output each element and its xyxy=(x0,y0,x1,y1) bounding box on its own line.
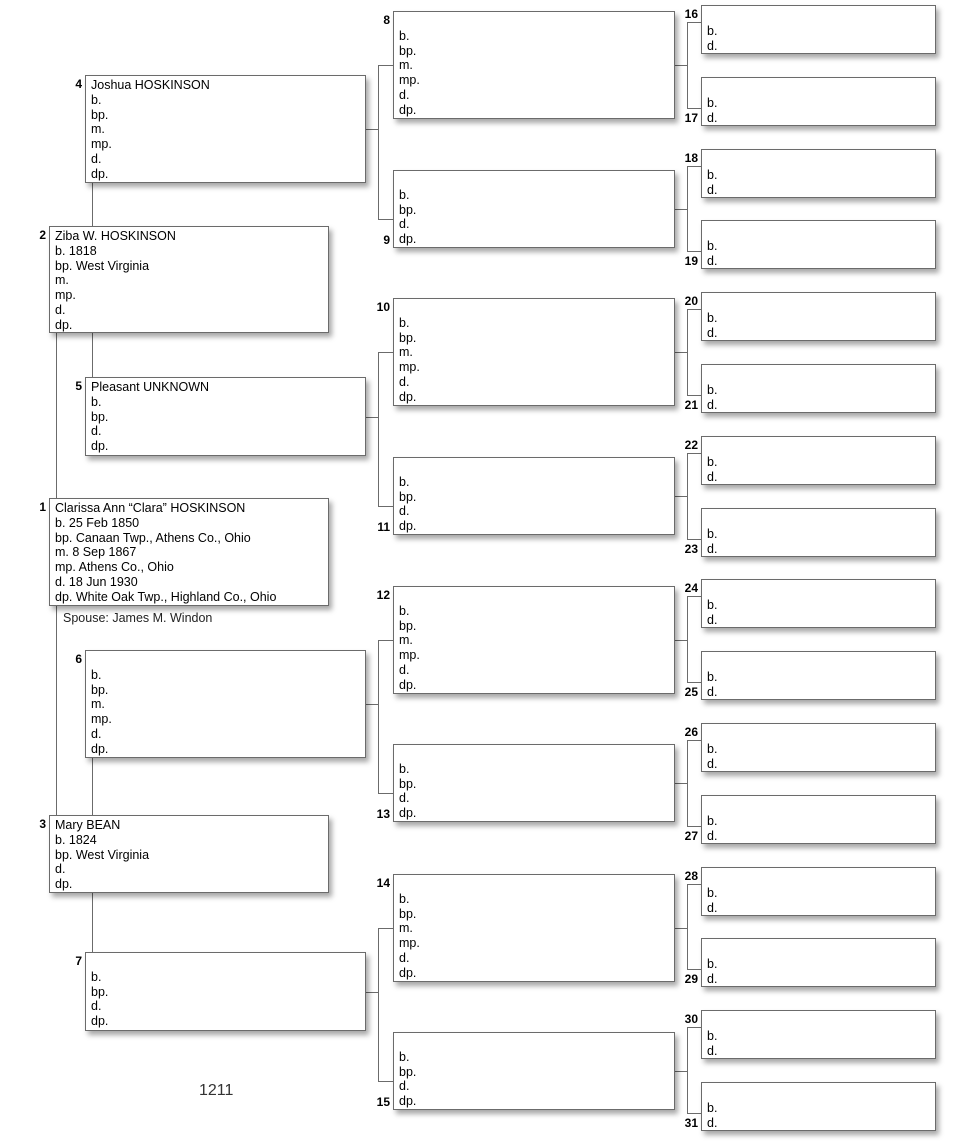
person-fact: bp. xyxy=(399,618,417,633)
person-name: Ziba W. HOSKINSON xyxy=(55,229,176,243)
person-number: 1 xyxy=(39,500,46,514)
person-number: 25 xyxy=(684,685,698,699)
person-box-18[interactable] xyxy=(701,149,936,198)
person-fact: d. xyxy=(399,504,410,519)
person-fact: b. xyxy=(707,741,718,756)
connector xyxy=(687,740,701,741)
person-box-31[interactable] xyxy=(701,1082,936,1131)
person-name xyxy=(707,512,717,527)
person-name xyxy=(707,368,717,383)
person-details xyxy=(399,877,420,981)
person-box-24[interactable] xyxy=(701,579,936,628)
person-box-26[interactable] xyxy=(701,723,936,772)
person-name xyxy=(399,877,420,892)
person-name: Joshua HOSKINSON xyxy=(91,78,210,92)
person-name: Pleasant UNKNOWN xyxy=(91,380,210,394)
person-fact: bp. xyxy=(399,43,417,58)
connector xyxy=(675,640,687,641)
person-number: 8 xyxy=(383,13,390,27)
person-fact: bp. xyxy=(399,330,417,345)
person-fact: b. xyxy=(399,315,410,330)
person-number: 22 xyxy=(684,438,698,452)
person-number: 19 xyxy=(684,254,698,268)
person-fact: d. xyxy=(707,756,718,771)
person-fact: b. 1824 xyxy=(55,832,97,847)
person-details xyxy=(707,727,717,771)
connector xyxy=(366,992,378,993)
person-name xyxy=(399,1035,416,1050)
connector xyxy=(675,352,687,353)
person-box-5[interactable] xyxy=(85,377,366,456)
person-fact: b. xyxy=(707,310,718,325)
person-fact: b. xyxy=(707,95,718,110)
person-fact: dp. xyxy=(91,166,109,181)
person-number: 30 xyxy=(684,1012,698,1026)
person-fact: m. 8 Sep 1867 xyxy=(55,545,137,560)
person-fact: d. xyxy=(707,397,718,412)
person-fact: d. xyxy=(707,1043,718,1058)
person-box-14[interactable] xyxy=(393,874,675,982)
person-name xyxy=(707,942,717,957)
person-fact: b. xyxy=(707,454,718,469)
person-name xyxy=(707,727,717,742)
person-number: 28 xyxy=(684,869,698,883)
person-fact: d. xyxy=(91,424,102,439)
person-fact: b. xyxy=(707,1028,718,1043)
person-details xyxy=(707,655,717,699)
person-name xyxy=(707,296,717,311)
person-name xyxy=(399,460,416,475)
person-number: 14 xyxy=(376,876,390,890)
person-fact: m. xyxy=(55,273,69,288)
person-details xyxy=(707,81,717,125)
person-fact: b. xyxy=(707,597,718,612)
person-box-1[interactable] xyxy=(49,498,329,606)
person-box-17[interactable] xyxy=(701,77,936,126)
connector xyxy=(687,309,701,310)
person-fact: d. xyxy=(55,302,66,317)
connector xyxy=(687,539,701,540)
person-fact: d. xyxy=(55,862,66,877)
person-number: 7 xyxy=(75,954,82,968)
person-name xyxy=(707,1086,717,1101)
person-fact: b. xyxy=(707,885,718,900)
person-box-27[interactable] xyxy=(701,795,936,844)
person-fact: d. xyxy=(399,217,410,232)
person-fact: d. xyxy=(707,38,718,53)
person-details xyxy=(707,871,717,915)
person-name: Clarissa Ann “Clara” HOSKINSON xyxy=(55,501,246,515)
person-fact: b. xyxy=(707,1100,718,1115)
person-fact: b. xyxy=(91,394,102,409)
person-fact: mp. xyxy=(399,73,420,88)
person-fact: dp. xyxy=(399,519,417,534)
person-number: 13 xyxy=(376,807,390,821)
connector xyxy=(687,596,701,597)
person-box-9[interactable] xyxy=(393,170,675,248)
person-fact: d. xyxy=(399,662,410,677)
person-details xyxy=(707,512,717,556)
person-fact: m. xyxy=(91,122,105,137)
person-details xyxy=(399,1035,416,1109)
person-fact: d. xyxy=(707,900,718,915)
person-fact: dp. xyxy=(91,741,109,756)
person-number: 20 xyxy=(684,294,698,308)
person-fact: dp. xyxy=(55,317,73,332)
person-number: 12 xyxy=(376,588,390,602)
person-details xyxy=(55,818,149,892)
person-box-16[interactable] xyxy=(701,5,936,54)
person-number: 6 xyxy=(75,652,82,666)
person-details xyxy=(707,368,717,412)
person-box-2[interactable] xyxy=(49,226,329,333)
person-name xyxy=(91,955,108,970)
person-fact: d. xyxy=(707,325,718,340)
person-fact: b. xyxy=(707,526,718,541)
person-details xyxy=(707,583,717,627)
connector xyxy=(675,65,687,66)
person-box-10[interactable] xyxy=(393,298,675,406)
connector xyxy=(92,893,93,952)
connector xyxy=(378,65,379,219)
connector xyxy=(92,183,93,226)
person-details xyxy=(707,153,717,197)
person-fact: d. xyxy=(707,828,718,843)
person-fact: d. xyxy=(399,87,410,102)
connector xyxy=(687,251,701,252)
person-fact: d. xyxy=(399,374,410,389)
person-details xyxy=(91,653,112,757)
person-fact: d. 18 Jun 1930 xyxy=(55,574,138,589)
person-fact: b. 1818 xyxy=(55,243,97,258)
person-fact: mp. Athens Co., Ohio xyxy=(55,560,174,575)
person-fact: mp. xyxy=(399,360,420,375)
connector xyxy=(687,22,701,23)
person-fact: dp. xyxy=(399,102,417,117)
connector xyxy=(675,928,687,929)
person-name: Mary BEAN xyxy=(55,818,121,832)
person-details xyxy=(55,501,276,605)
person-details xyxy=(707,224,717,268)
connector xyxy=(92,333,93,377)
person-name xyxy=(707,153,717,168)
connector xyxy=(687,884,688,969)
person-fact: b. xyxy=(399,603,410,618)
connector xyxy=(366,417,378,418)
person-box-13[interactable] xyxy=(393,744,675,822)
person-fact: b. 25 Feb 1850 xyxy=(55,515,140,530)
person-fact: d. xyxy=(399,950,410,965)
person-fact: b. xyxy=(707,238,718,253)
connector xyxy=(378,793,393,794)
person-number: 9 xyxy=(383,233,390,247)
person-number: 15 xyxy=(376,1095,390,1109)
connector xyxy=(675,1071,687,1072)
person-fact: d. xyxy=(399,791,410,806)
person-box-20[interactable] xyxy=(701,292,936,341)
person-name xyxy=(707,1014,717,1029)
person-box-22[interactable] xyxy=(701,436,936,485)
person-details xyxy=(399,747,416,821)
person-fact: b. xyxy=(399,1049,410,1064)
person-fact: m. xyxy=(399,921,413,936)
person-box-28[interactable] xyxy=(701,867,936,916)
person-name xyxy=(399,747,416,762)
person-fact: dp. White Oak Twp., Highland Co., Ohio xyxy=(55,589,277,604)
connector xyxy=(687,166,701,167)
connector xyxy=(378,928,379,1081)
person-box-4[interactable] xyxy=(85,75,366,183)
person-fact: d. xyxy=(399,1079,410,1094)
person-number: 11 xyxy=(377,520,390,534)
person-fact: dp. xyxy=(55,877,73,892)
connector xyxy=(366,129,378,130)
connector xyxy=(378,352,393,353)
person-number: 21 xyxy=(684,398,698,412)
person-fact: mp. xyxy=(55,288,76,303)
person-details xyxy=(91,78,210,182)
person-fact: mp. xyxy=(399,648,420,663)
connector xyxy=(92,758,93,815)
person-fact: m. xyxy=(399,633,413,648)
person-fact: m. xyxy=(399,58,413,73)
spouse-label: Spouse: James M. Windon xyxy=(63,611,213,625)
person-fact: b. xyxy=(91,969,102,984)
person-fact: b. xyxy=(707,382,718,397)
person-fact: b. xyxy=(399,474,410,489)
person-box-29[interactable] xyxy=(701,938,936,987)
person-fact: bp. xyxy=(399,1064,417,1079)
person-number: 27 xyxy=(684,829,698,843)
person-fact: dp. xyxy=(91,1014,109,1029)
connector xyxy=(378,1081,393,1082)
person-name xyxy=(91,653,112,668)
person-name xyxy=(707,655,717,670)
person-box-30[interactable] xyxy=(701,1010,936,1059)
person-number: 31 xyxy=(684,1116,698,1130)
connector xyxy=(675,496,687,497)
person-fact: d. xyxy=(91,726,102,741)
person-name xyxy=(399,14,420,29)
person-fact: b. xyxy=(707,813,718,828)
person-number: 18 xyxy=(684,151,698,165)
person-details xyxy=(399,301,420,405)
person-box-3[interactable] xyxy=(49,815,329,893)
person-fact: mp. xyxy=(91,137,112,152)
person-box-6[interactable] xyxy=(85,650,366,758)
person-fact: d. xyxy=(707,612,718,627)
connector xyxy=(687,453,701,454)
person-details xyxy=(707,799,717,843)
person-details xyxy=(707,296,717,340)
person-box-8[interactable] xyxy=(393,11,675,119)
person-fact: b. xyxy=(91,92,102,107)
person-name xyxy=(707,799,717,814)
person-fact: d. xyxy=(707,182,718,197)
person-fact: bp. Canaan Twp., Athens Co., Ohio xyxy=(55,530,251,545)
connector xyxy=(687,884,701,885)
person-name xyxy=(707,440,717,455)
person-number: 2 xyxy=(39,228,46,242)
person-box-15[interactable] xyxy=(393,1032,675,1110)
person-fact: mp. xyxy=(399,936,420,951)
person-box-11[interactable] xyxy=(393,457,675,535)
person-fact: bp. xyxy=(399,906,417,921)
person-fact: m. xyxy=(399,345,413,360)
connector xyxy=(687,969,701,970)
connector xyxy=(675,209,687,210)
person-fact: bp. xyxy=(91,682,109,697)
connector xyxy=(687,1027,701,1028)
person-details xyxy=(399,14,420,118)
person-name xyxy=(707,81,717,96)
person-fact: d. xyxy=(707,971,718,986)
connector xyxy=(366,704,378,705)
person-number: 26 xyxy=(684,725,698,739)
person-fact: d. xyxy=(707,110,718,125)
connector xyxy=(378,65,393,66)
person-fact: b. xyxy=(91,667,102,682)
person-fact: b. xyxy=(399,28,410,43)
connector xyxy=(687,453,688,539)
person-box-12[interactable] xyxy=(393,586,675,694)
person-fact: b. xyxy=(707,167,718,182)
person-fact: d. xyxy=(91,999,102,1014)
person-fact: d. xyxy=(707,469,718,484)
connector xyxy=(687,1113,701,1114)
connector xyxy=(378,506,393,507)
person-fact: bp. xyxy=(91,409,109,424)
person-fact: d. xyxy=(707,1115,718,1130)
person-details xyxy=(55,229,176,333)
person-details xyxy=(707,1014,717,1058)
person-fact: bp. xyxy=(399,776,417,791)
connector xyxy=(687,309,688,395)
person-fact: bp. West Virginia xyxy=(55,258,150,273)
person-fact: b. xyxy=(707,956,718,971)
person-fact: d. xyxy=(707,684,718,699)
person-fact: d. xyxy=(707,253,718,268)
connector xyxy=(687,682,701,683)
person-fact: mp. xyxy=(91,712,112,727)
person-fact: dp. xyxy=(399,389,417,404)
person-number: 4 xyxy=(75,77,82,91)
person-details xyxy=(707,440,717,484)
connector xyxy=(687,1027,688,1113)
person-fact: dp. xyxy=(399,677,417,692)
person-details xyxy=(91,380,209,454)
person-details xyxy=(399,589,420,693)
person-number: 5 xyxy=(75,379,82,393)
connector xyxy=(687,22,688,108)
person-box-25[interactable] xyxy=(701,651,936,700)
connector xyxy=(687,740,688,826)
person-name xyxy=(707,9,717,24)
person-number: 17 xyxy=(684,111,698,125)
person-number: 29 xyxy=(684,972,698,986)
person-name xyxy=(707,871,717,886)
person-fact: dp. xyxy=(399,1094,417,1109)
person-fact: bp. West Virginia xyxy=(55,847,150,862)
connector xyxy=(675,783,687,784)
person-number: 24 xyxy=(684,581,698,595)
person-name xyxy=(707,224,717,239)
person-number: 16 xyxy=(684,7,698,21)
person-fact: bp. xyxy=(91,984,109,999)
person-details xyxy=(91,955,108,1029)
person-details xyxy=(707,942,717,986)
person-fact: m. xyxy=(91,697,105,712)
connector xyxy=(378,219,393,220)
connector xyxy=(687,108,701,109)
connector xyxy=(56,333,57,498)
person-name xyxy=(399,173,416,188)
person-fact: d. xyxy=(707,541,718,556)
person-fact: d. xyxy=(91,151,102,166)
person-details xyxy=(707,1086,717,1130)
person-box-21[interactable] xyxy=(701,364,936,413)
connector xyxy=(687,826,701,827)
person-number: 3 xyxy=(39,817,46,831)
connector xyxy=(56,606,57,815)
connector xyxy=(378,928,393,929)
person-details xyxy=(707,9,717,53)
person-fact: dp. xyxy=(399,232,417,247)
person-fact: bp. xyxy=(91,107,109,122)
person-fact: b. xyxy=(399,761,410,776)
person-fact: b. xyxy=(707,23,718,38)
connector xyxy=(687,166,688,251)
person-fact: dp. xyxy=(91,439,109,454)
person-name xyxy=(707,583,717,598)
person-box-7[interactable] xyxy=(85,952,366,1031)
connector xyxy=(687,395,701,396)
person-fact: bp. xyxy=(399,202,417,217)
person-details xyxy=(399,460,416,534)
person-box-23[interactable] xyxy=(701,508,936,557)
person-fact: b. xyxy=(399,187,410,202)
person-fact: dp. xyxy=(399,806,417,821)
person-name xyxy=(399,301,420,316)
connector xyxy=(378,352,379,506)
page-number: 1211 xyxy=(199,1082,234,1099)
connector xyxy=(378,640,393,641)
person-fact: b. xyxy=(399,891,410,906)
connector xyxy=(378,640,379,793)
person-fact: bp. xyxy=(399,489,417,504)
person-number: 10 xyxy=(376,300,390,314)
connector xyxy=(687,596,688,682)
person-number: 23 xyxy=(684,542,698,556)
person-fact: dp. xyxy=(399,965,417,980)
person-box-19[interactable] xyxy=(701,220,936,269)
person-details xyxy=(399,173,416,247)
person-name xyxy=(399,589,420,604)
person-fact: b. xyxy=(707,669,718,684)
